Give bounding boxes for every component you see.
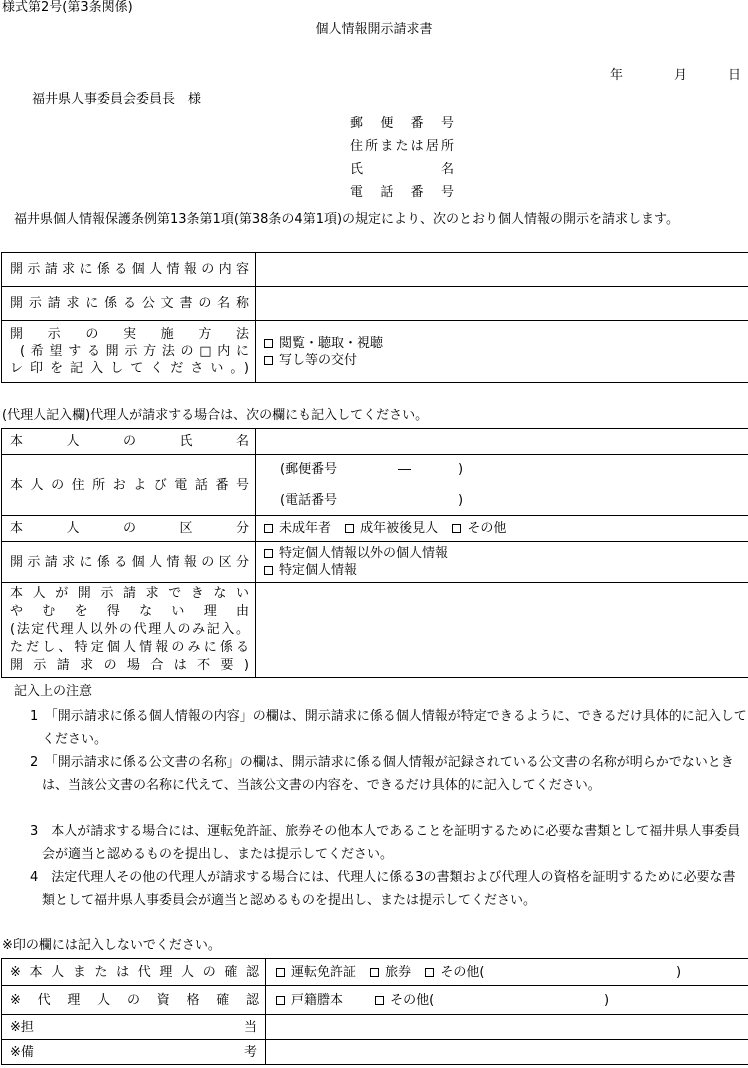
identity-confirm-cell xyxy=(266,959,748,986)
postal-dash: ― xyxy=(398,461,411,477)
info-specific-checkbox[interactable] xyxy=(264,566,273,575)
proxy-table xyxy=(1,428,748,678)
requester-name-label: 氏名 xyxy=(350,162,454,177)
method-hint-2: レ印を記入してください。) xyxy=(10,361,249,376)
reason-label-5: 開示請求の場合は不要) xyxy=(10,658,249,673)
info-category-label: 開示請求に係る個人情報の区分 xyxy=(10,554,249,570)
intro-text: 福井県個人情報保護条例第13条第1項(第38条の4第1項)の規定により、次のとおり個人情報の開示を請求します。 xyxy=(14,212,680,227)
reason-label-cell xyxy=(2,583,256,678)
principal-category-label-cell xyxy=(2,516,256,542)
principal-address-label-cell xyxy=(2,455,256,516)
remarks-label-right: 考 xyxy=(243,1045,257,1060)
reason-input[interactable] xyxy=(256,583,748,678)
confirm-other-close: ) xyxy=(676,965,682,980)
identity-confirm-label: ※本人または代理人の確認 xyxy=(10,964,259,980)
principal-name-label: 本人の氏名 xyxy=(10,434,249,449)
method-viewing-label: 閲覧・聴取・視聴 xyxy=(279,335,384,351)
staff-label-cell xyxy=(2,1015,266,1040)
method-hint-1: (希望する開示方法の□内に xyxy=(20,344,249,359)
note-item: 2 「開示請求に係る公文書の名称」の欄は、開示請求に係る個人情報が記録されている公文書の名称が明らかでないときは、当該公文書の名称に代えて、当該公文書の内容を、できるだけ具体的に記入してください。 xyxy=(30,755,734,793)
document-name-label-cell xyxy=(2,287,256,321)
form-number: 様式第2号(第3条関係) xyxy=(2,0,133,15)
confirm-other-checkbox[interactable] xyxy=(425,968,434,977)
remarks-input[interactable] xyxy=(266,1040,748,1065)
reason-label-4: ただし、特定個人情報のみに係る xyxy=(10,640,249,655)
phone-prefix: (電話番号 xyxy=(280,492,338,508)
info-category-cell xyxy=(256,542,748,583)
category-minor-checkbox[interactable] xyxy=(264,524,273,533)
qualification-label-cell xyxy=(2,986,266,1015)
reason-label-1: 本人が開示請求できない xyxy=(10,586,249,601)
method-copy-checkbox[interactable] xyxy=(264,356,273,365)
remarks-label-left: ※備 xyxy=(10,1044,34,1060)
intro-paragraph xyxy=(2,209,744,231)
office-table xyxy=(1,958,748,1065)
principal-category-label: 本人の区分 xyxy=(10,521,249,536)
method-viewing-checkbox[interactable] xyxy=(264,339,273,348)
content-input[interactable] xyxy=(256,253,748,287)
postal-suffix: ) xyxy=(458,461,464,477)
request-table xyxy=(1,252,748,383)
addressee: 福井県人事委員会委員長 様 xyxy=(32,92,202,107)
method-options-cell xyxy=(256,321,748,383)
identity-confirm-label-cell xyxy=(2,959,266,986)
confirm-passport-checkbox[interactable] xyxy=(370,968,379,977)
qualification-cell xyxy=(266,986,748,1015)
principal-address-label: 本人の住所および電話番号 xyxy=(10,477,249,493)
document-name-input[interactable] xyxy=(256,287,748,321)
method-copy-label: 写し等の交付 xyxy=(279,352,358,368)
info-specific-label: 特定個人情報 xyxy=(279,563,358,578)
phone-suffix: ) xyxy=(458,492,464,508)
reason-label-3: (法定代理人以外の代理人のみ記入。 xyxy=(10,622,249,637)
method-label: 開示の実施方法 xyxy=(10,327,249,342)
method-label-cell xyxy=(2,321,256,383)
qualification-family-register-label: 戸籍謄本 xyxy=(291,992,344,1008)
document-title: 個人情報開示請求書 xyxy=(315,22,433,37)
staff-input[interactable] xyxy=(266,1015,748,1040)
confirm-license-label: 運転免許証 xyxy=(291,964,357,980)
staff-label-left: ※担 xyxy=(10,1019,34,1035)
content-label: 開示請求に係る個人情報の内容 xyxy=(10,262,249,277)
info-category-label-cell xyxy=(2,542,256,583)
reason-label-2: やむを得ない理由 xyxy=(10,604,249,619)
category-ward-checkbox[interactable] xyxy=(345,524,354,533)
principal-category-cell xyxy=(256,516,748,542)
content-label-cell xyxy=(2,253,256,287)
qualification-other-label: その他( xyxy=(390,992,435,1008)
qualification-family-register-checkbox[interactable] xyxy=(276,996,285,1005)
staff-label-right: 当 xyxy=(243,1020,257,1035)
principal-name-input[interactable] xyxy=(256,429,748,455)
requester-address-label: 住所または居所 xyxy=(350,139,454,154)
office-use-heading: ※印の欄には記入しないでください。 xyxy=(2,938,221,953)
qualification-label: ※代理人の資格確認 xyxy=(10,992,259,1008)
info-nonspecific-label: 特定個人情報以外の個人情報 xyxy=(279,546,449,561)
proxy-heading: (代理人記入欄)代理人が請求する場合は、次の欄にも記入してください。 xyxy=(2,408,429,423)
category-other-label: その他 xyxy=(467,521,507,536)
date-year: 年 xyxy=(610,68,624,83)
notes-heading: 記入上の注意 xyxy=(14,684,93,699)
date-day: 日 xyxy=(728,68,742,83)
remarks-label-cell xyxy=(2,1040,266,1065)
requester-postal-label: 郵便番号 xyxy=(350,116,454,131)
document-name-label: 開示請求に係る公文書の名称 xyxy=(10,296,249,311)
note-item: 3 本人が請求する場合には、運転免許証、旅券その他本人であることを証明するために必要な書類として福井県人事委員会が適当と認めるものを提出し、または提示してください。 xyxy=(30,824,741,862)
info-nonspecific-checkbox[interactable] xyxy=(264,549,273,558)
category-other-checkbox[interactable] xyxy=(452,524,461,533)
confirm-license-checkbox[interactable] xyxy=(276,968,285,977)
principal-name-label-cell xyxy=(2,429,256,455)
postal-prefix: (郵便番号 xyxy=(280,461,338,477)
note-item: 1 「開示請求に係る個人情報の内容」の欄は、開示請求に係る個人情報が特定できるように、できるだけ具体的に記入してください。 xyxy=(30,709,747,747)
qualification-other-close: ) xyxy=(604,993,610,1008)
note-item: 4 法定代理人その他の代理人が請求する場合には、代理人に係る3の書類および代理人の資格を証明するために必要な書類として福井県人事委員会が適当と認めるものを提出し、または提示してください。 xyxy=(30,870,736,908)
qualification-other-checkbox[interactable] xyxy=(375,996,384,1005)
requester-phone-label: 電話番号 xyxy=(350,185,454,200)
date-month: 月 xyxy=(674,68,688,83)
confirm-other-label: その他( xyxy=(440,964,485,980)
category-ward-label: 成年被後見人 xyxy=(360,521,439,536)
principal-address-input[interactable] xyxy=(256,455,748,516)
category-minor-label: 未成年者 xyxy=(279,521,332,536)
confirm-passport-label: 旅券 xyxy=(385,964,412,980)
